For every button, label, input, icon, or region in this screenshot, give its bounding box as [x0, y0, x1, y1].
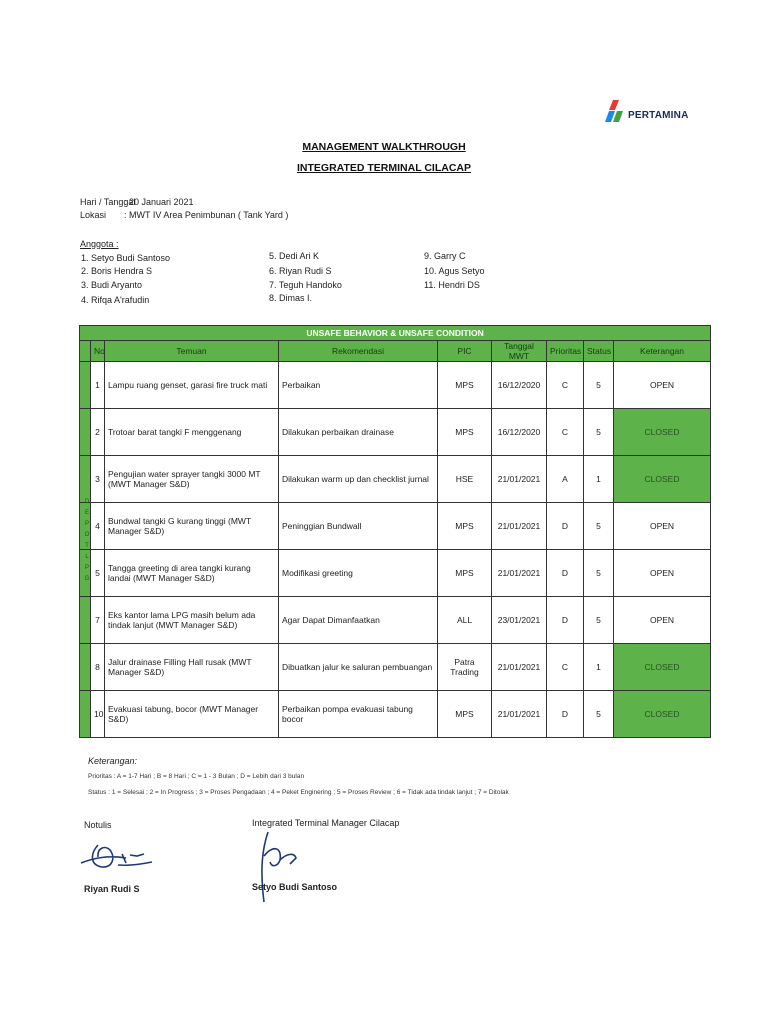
cell-temuan: Tangga greeting di area tangki kurang landai (MWT Manager S&D): [105, 550, 279, 597]
side-label: [81, 497, 93, 585]
cell-keterangan: CLOSED: [614, 409, 711, 456]
logo-text: PERTAMINA: [628, 110, 689, 121]
member-item: 1. Setyo Budi Santoso: [81, 253, 171, 263]
member-item: 8. Dimas I.: [269, 292, 313, 303]
pertamina-logo: [604, 100, 694, 128]
cell-rekomendasi: Agar Dapat Dimanfaatkan: [279, 597, 438, 644]
document-title-line1: MANAGEMENT WALKTHROUGH: [302, 141, 466, 153]
section-title: UNSAFE BEHAVIOR & UNSAFE CONDITION: [80, 326, 711, 341]
cell-keterangan: OPEN: [614, 362, 711, 409]
cell-tanggal: 21/01/2021: [492, 550, 547, 597]
side-cell: [80, 362, 91, 409]
member-item: 5. Dedi Ari K: [269, 251, 320, 261]
section-header-row: [80, 326, 711, 341]
cell-no: 3: [91, 456, 105, 503]
member-item: 6. Riyan Rudi S: [269, 265, 332, 276]
cell-tanggal: 21/01/2021: [492, 456, 547, 503]
document-title-line2: INTEGRATED TERMINAL CILACAP: [296, 162, 472, 174]
notulis-role: Notulis: [84, 820, 112, 830]
cell-no: 1: [91, 362, 105, 409]
manager-role: Integrated Terminal Manager Cilacap: [252, 818, 400, 828]
cell-no: 5: [91, 550, 105, 597]
notes-prioritas: Prioritas : A = 1-7 Hari ; B = 8 Hari ; C = 1 - 3 Bulan ; D = Lebih dari 3 bulan: [88, 773, 305, 780]
cell-pic: ALL: [438, 597, 492, 644]
cell-prioritas: A: [547, 456, 584, 503]
cell-tanggal: 21/01/2021: [492, 691, 547, 738]
cell-status: 1: [584, 644, 614, 691]
pertamina-logo-icon: [604, 100, 628, 130]
cell-status: 1: [584, 456, 614, 503]
cell-rekomendasi: Dibuatkan jalur ke saluran pembuangan: [279, 644, 438, 691]
cell-status: 5: [584, 503, 614, 550]
member-item: 4. Rifqa A'rafudin: [81, 294, 150, 305]
cell-rekomendasi: Peninggian Bundwall: [279, 503, 438, 550]
header-prioritas: Prioritas: [547, 341, 584, 362]
cell-no: 2: [91, 409, 105, 456]
cell-rekomendasi: Modifikasi greeting: [279, 550, 438, 597]
header-pic: PIC: [438, 341, 492, 362]
notulis-signature-icon: [78, 836, 158, 876]
cell-pic: MPS: [438, 691, 492, 738]
header-rekomendasi: Rekomendasi: [279, 341, 438, 362]
cell-pic: HSE: [438, 456, 492, 503]
cell-rekomendasi: Perbaikan pompa evakuasi tabung bocor: [279, 691, 438, 738]
table-header-row: [80, 341, 711, 362]
cell-keterangan: OPEN: [614, 597, 711, 644]
table-row: [80, 503, 711, 550]
cell-tanggal: 21/01/2021: [492, 503, 547, 550]
cell-keterangan: OPEN: [614, 550, 711, 597]
date-label: Hari / Tanggal: [80, 197, 136, 207]
cell-tanggal: 16/12/2020: [492, 409, 547, 456]
cell-pic: MPS: [438, 503, 492, 550]
notes-status: Status : 1 = Selesai ; 2 = In Progress ; 3 = Proses Pengadaan ; 4 = Peket Enginering ; 5 = Proses Review ; 6 = Tidak ada tindak lanjut ; 7 = Ditolak: [88, 789, 509, 796]
header-no: No: [91, 341, 105, 362]
members-col3: [424, 251, 485, 292]
cell-status: 5: [584, 409, 614, 456]
table-row: [80, 644, 711, 691]
cell-keterangan: CLOSED: [614, 456, 711, 503]
member-item: 2. Boris Hendra S: [81, 265, 153, 276]
cell-status: 5: [584, 550, 614, 597]
cell-keterangan: CLOSED: [614, 691, 711, 738]
cell-tanggal: 16/12/2020: [492, 362, 547, 409]
manager-signature-icon: [250, 826, 310, 906]
location-value: : MWT IV Area Penimbunan ( Tank Yard ): [124, 210, 289, 220]
table-row: [80, 597, 711, 644]
member-item: 7. Teguh Handoko: [269, 280, 342, 290]
cell-rekomendasi: Dilakukan warm up dan checklist jurnal: [279, 456, 438, 503]
cell-temuan: Lampu ruang genset, garasi fire truck mati: [105, 362, 279, 409]
cell-temuan: Pengujian water sprayer tangki 3000 MT (MWT Manager S&D): [105, 456, 279, 503]
cell-status: 5: [584, 691, 614, 738]
header-keterangan: Keterangan: [614, 341, 711, 362]
header-tanggal: Tanggal MWT: [492, 341, 547, 362]
cell-prioritas: D: [547, 503, 584, 550]
side-cell: [80, 597, 91, 644]
table-row: [80, 550, 711, 597]
header-status: Status: [584, 341, 614, 362]
table-row: [80, 691, 711, 738]
side-cell: [80, 409, 91, 456]
notes-title: Keterangan:: [88, 756, 138, 766]
members-col2: [269, 251, 342, 304]
cell-prioritas: C: [547, 644, 584, 691]
cell-temuan: Jalur drainase Filling Hall rusak (MWT Manager S&D): [105, 644, 279, 691]
cell-status: 5: [584, 362, 614, 409]
cell-keterangan: CLOSED: [614, 644, 711, 691]
cell-temuan: Bundwal tangki G kurang tinggi (MWT Manager S&D): [105, 503, 279, 550]
table-row: [80, 409, 711, 456]
cell-prioritas: D: [547, 691, 584, 738]
cell-prioritas: D: [547, 550, 584, 597]
cell-tanggal: 21/01/2021: [492, 644, 547, 691]
table-row: [80, 456, 711, 503]
cell-pic: MPS: [438, 362, 492, 409]
cell-temuan: Eks kantor lama LPG masih belum ada tindak lanjut (MWT Manager S&D): [105, 597, 279, 644]
findings-table: [79, 325, 711, 738]
member-item: 3. Budi Aryanto: [81, 280, 143, 290]
location-label: Lokasi: [80, 210, 107, 220]
cell-prioritas: C: [547, 409, 584, 456]
side-cell: [80, 644, 91, 691]
side-header-cell: [80, 341, 91, 362]
member-item: 9. Garry C: [424, 251, 466, 261]
cell-no: 10: [91, 691, 105, 738]
cell-no: 8: [91, 644, 105, 691]
cell-pic: MPS: [438, 550, 492, 597]
member-item: 11. Hendri DS: [424, 280, 480, 290]
cell-pic: Patra Trading: [438, 644, 492, 691]
header-temuan: Temuan: [105, 341, 279, 362]
date-value: : 20 Januari 2021: [124, 197, 194, 207]
cell-pic: MPS: [438, 409, 492, 456]
cell-keterangan: OPEN: [614, 503, 711, 550]
manager-name: Setyo Budi Santoso: [252, 882, 338, 892]
members-heading: Anggota :: [80, 239, 119, 249]
cell-temuan: Evakuasi tabung, bocor (MWT Manager S&D): [105, 691, 279, 738]
cell-prioritas: C: [547, 362, 584, 409]
cell-rekomendasi: Perbaikan: [279, 362, 438, 409]
cell-rekomendasi: Dilakukan perbaikan drainase: [279, 409, 438, 456]
cell-temuan: Trotoar barat tangki F menggenang: [105, 409, 279, 456]
member-item: 10. Agus Setyo: [424, 265, 485, 276]
notulis-name: Riyan Rudi S: [84, 884, 140, 894]
cell-no: 4: [91, 503, 105, 550]
table-row: [80, 362, 711, 409]
side-cell: [80, 456, 91, 503]
cell-prioritas: D: [547, 597, 584, 644]
cell-status: 5: [584, 597, 614, 644]
side-label-text: DEPOT LPG: [84, 499, 90, 582]
members-col1: [81, 253, 170, 306]
cell-no: 7: [91, 597, 105, 644]
side-cell: [80, 691, 91, 738]
cell-tanggal: 23/01/2021: [492, 597, 547, 644]
